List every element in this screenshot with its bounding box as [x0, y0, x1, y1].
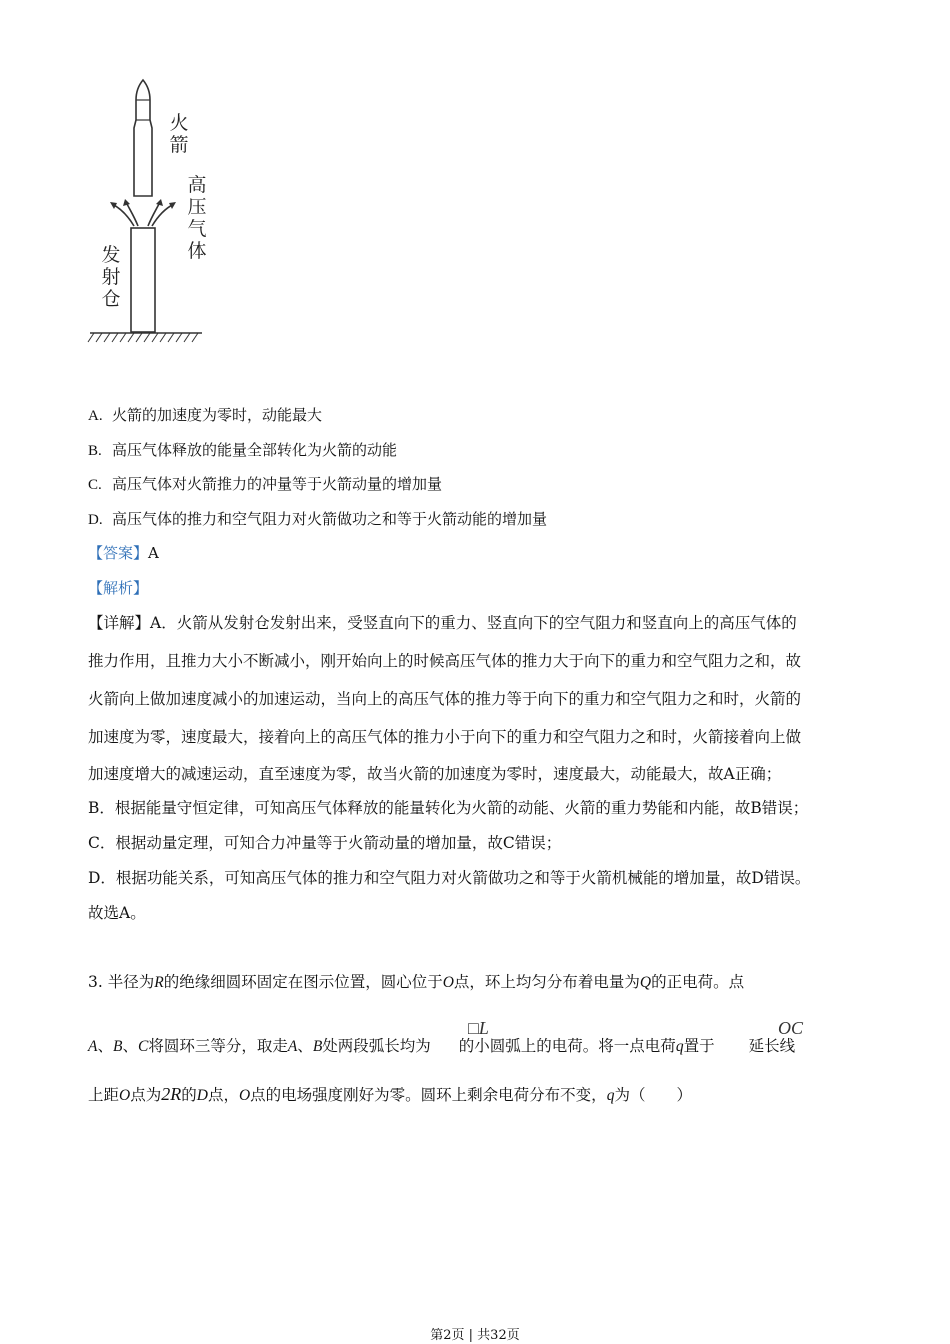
- question-3-line-1: 3. 半径为R的绝缘细圆环固定在图示位置，圆心位于O点，环上均匀分布着电量为Q的正电荷。点: [88, 973, 745, 991]
- math-2r: 2R: [161, 1084, 182, 1104]
- detail-line-1: 【详解】A．火箭从发射仓发射出来，受竖直向下的重力、竖直向下的空气阻力和竖直向上的高压气体的: [88, 614, 797, 632]
- detail-line-7: C．根据动量定理，可知合力冲量等于火箭动量的增加量，故C错误；: [88, 834, 562, 852]
- option-c: C. 高压气体对火箭推力的冲量等于火箭动量的增加量: [88, 475, 443, 493]
- detail-line-2: 推力作用，且推力大小不断减小，刚开始向上的时候高压气体的推力大于向下的重力和空气阻力之和，故: [88, 652, 802, 670]
- label-launch-silo: 发射仓: [101, 244, 121, 310]
- detail-line-5: 加速度增大的减速运动，直至速度为零，故当火箭的加速度为零时，速度最大，动能最大，故A正确；: [88, 765, 782, 783]
- math-delta-l: □L: [468, 1018, 489, 1038]
- answer-line: 【答案】A: [88, 544, 159, 562]
- launch-silo-shape: [131, 228, 155, 332]
- question-3-line-3: 上距O点为2R的D点，O点的电场强度刚好为零。圆环上剩余电荷分布不变，q为（ ）: [88, 1084, 692, 1104]
- option-d: D. 高压气体的推力和空气阻力对火箭做功之和等于火箭动能的增加量: [88, 510, 548, 528]
- gas-arrows: [112, 202, 174, 226]
- detail-line-8: D．根据功能关系，可知高压气体的推力和空气阻力对火箭做功之和等于火箭机械能的增加量，故D错误。: [88, 869, 811, 887]
- page-footer: 第2页 | 共32页: [430, 1328, 520, 1343]
- option-b: B. 高压气体释放的能量全部转化为火箭的动能: [88, 441, 398, 459]
- label-high-pressure-gas: 高压气体: [187, 174, 207, 262]
- rocket-launch-figure: [86, 76, 216, 346]
- rocket-shape: [134, 80, 152, 196]
- detail-line-4: 加速度为零，速度最大，接着向上的高压气体的推力小于向下的重力和空气阻力之和时，火箭接着向上做: [88, 728, 802, 746]
- analysis-tag: 【解析】: [88, 579, 149, 597]
- math-oc: OC: [778, 1018, 804, 1038]
- option-a: A. 火箭的加速度为零时，动能最大: [88, 406, 323, 424]
- detail-line-9: 故选A。: [88, 904, 146, 922]
- detail-line-3: 火箭向上做加速度减小的加速运动，当向上的高压气体的推力等于向下的重力和空气阻力之和时，火箭的: [88, 690, 802, 708]
- label-rocket: 火箭: [169, 112, 189, 156]
- question-3-line-2: A、B、C将圆环三等分，取走A、B处两段弧长均为 的小圆弧上的电荷。将一点电荷q置于 延长线: [88, 1037, 796, 1055]
- detail-line-6: B．根据能量守恒定律，可知高压气体释放的能量转化为火箭的动能、火箭的重力势能和内能，故B错误；: [88, 799, 809, 817]
